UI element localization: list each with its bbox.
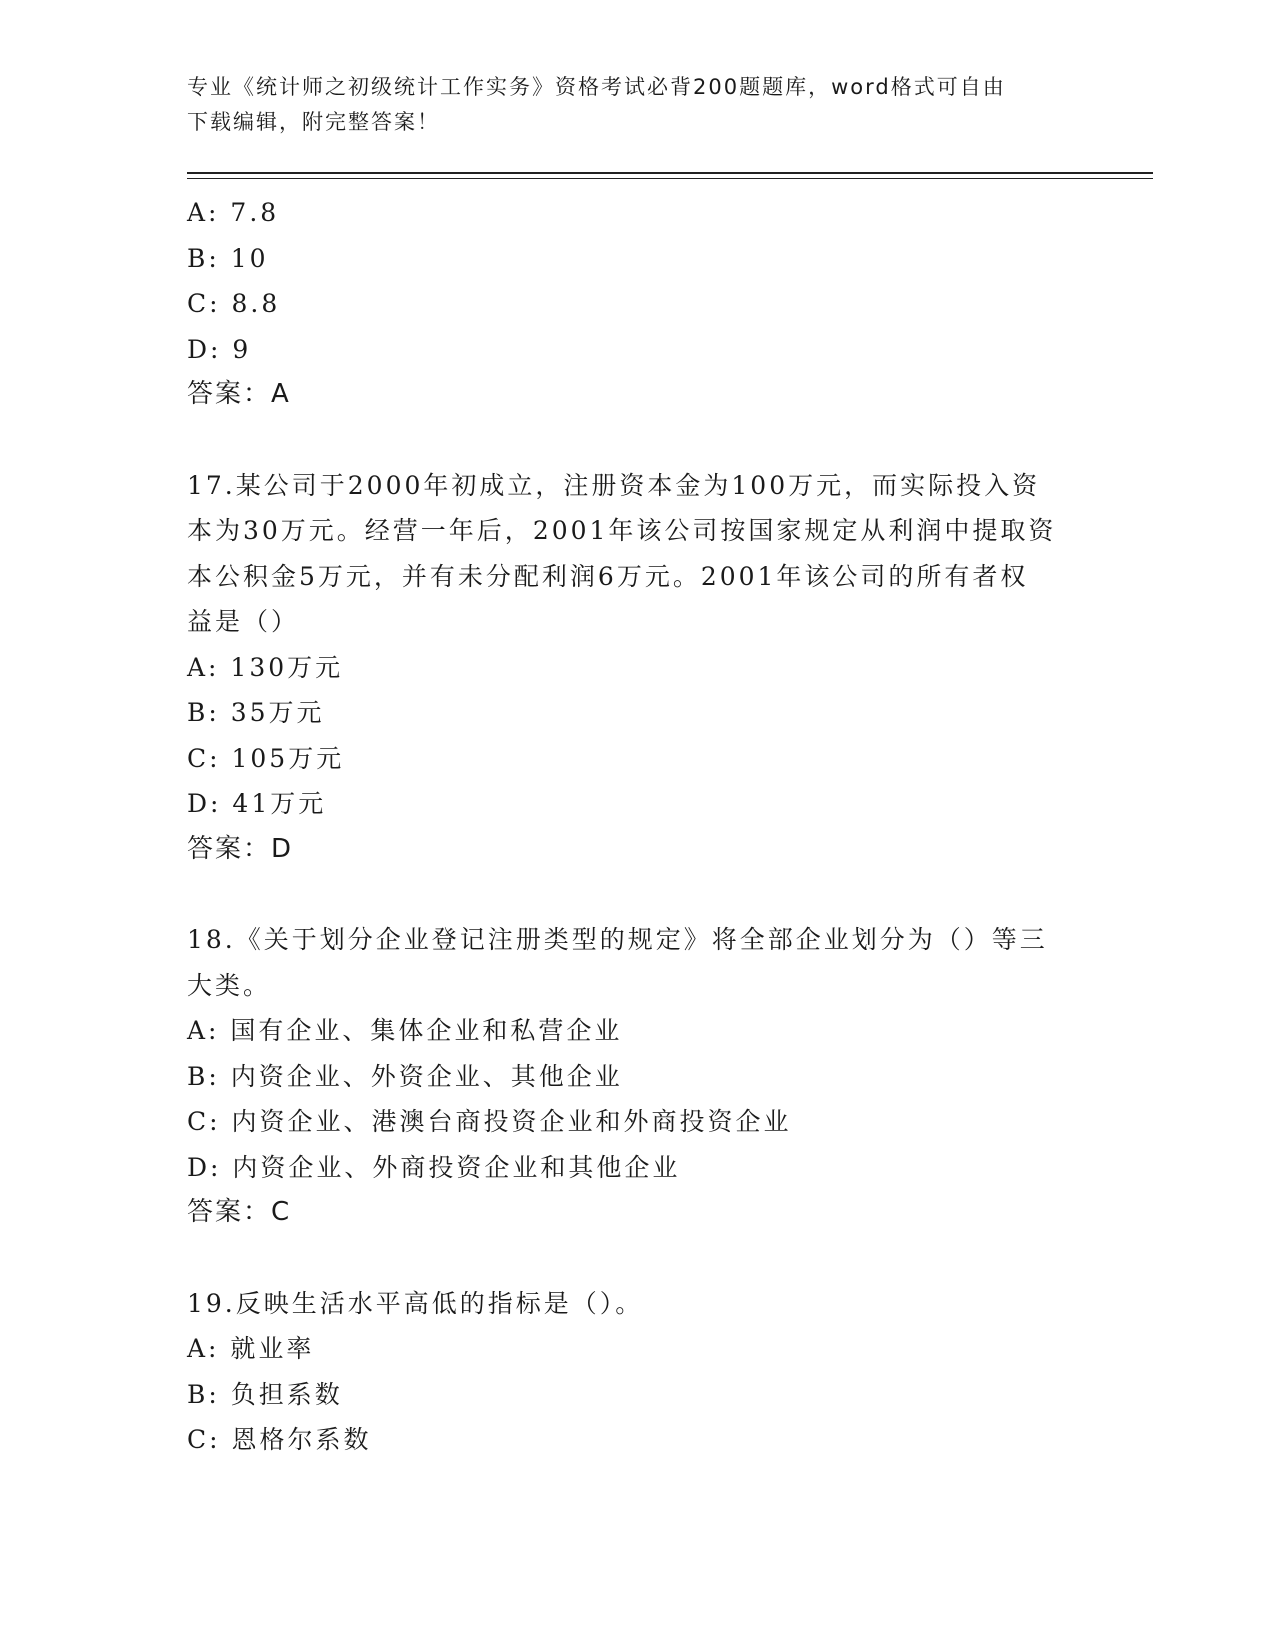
option-b: B: 内资企业、外资企业、其他企业 (187, 1061, 623, 1091)
option-b: B: 负担系数 (187, 1379, 343, 1409)
header-line-2: 下载编辑，附完整答案！ (187, 110, 440, 134)
option-d: D: 41万元 (187, 789, 327, 818)
question-text-line: 益是（） (187, 607, 300, 636)
question-19 (187, 1281, 1087, 1463)
answer: 答案：A (187, 379, 291, 409)
answer: 答案：C (187, 1197, 292, 1227)
option-a: A: 就业率 (187, 1334, 315, 1363)
option-b: B: 35万元 (187, 698, 325, 727)
question-text-line: 本为30万元。经营一年后，2001年该公司按国家规定从利润中提取资 (187, 516, 1057, 545)
header-line-1: 专业《统计师之初级统计工作实务》资格考试必背200题题库，word格式可自由 (187, 75, 1006, 99)
question-text-line: 18.《关于划分企业登记注册类型的规定》将全部企业划分为（）等三 (187, 925, 1048, 954)
header-divider-thin (187, 178, 1153, 179)
question-text-line: 本公积金5万元，并有未分配利润6万元。2001年该公司的所有者权 (187, 561, 1029, 591)
option-b: B: 10 (187, 243, 269, 273)
option-c: C: 内资企业、港澳台商投资企业和外商投资企业 (187, 1107, 792, 1136)
question-18 (187, 917, 1087, 1236)
header-divider-thick (187, 172, 1153, 174)
option-a: A: 130万元 (187, 652, 344, 682)
option-d: D: 内资企业、外商投资企业和其他企业 (187, 1152, 681, 1182)
answer: 答案：D (187, 833, 294, 864)
option-c: C: 105万元 (187, 743, 345, 773)
document-header (187, 70, 1067, 140)
question-16 (187, 190, 1087, 418)
option-c: C: 恩格尔系数 (187, 1425, 372, 1454)
question-text-line: 大类。 (187, 970, 272, 1000)
option-c: C: 8.8 (187, 289, 281, 318)
option-a: A: 7.8 (187, 198, 280, 227)
question-17 (187, 463, 1087, 873)
question-text-line: 19.反映生活水平高低的指标是（）。 (187, 1288, 644, 1318)
option-d: D: 9 (187, 334, 252, 364)
question-text-line: 17.某公司于2000年初成立，注册资本金为100万元，而实际投入资 (187, 470, 1041, 500)
option-a: A: 国有企业、集体企业和私营企业 (187, 1016, 623, 1045)
question-list (187, 190, 1087, 1463)
